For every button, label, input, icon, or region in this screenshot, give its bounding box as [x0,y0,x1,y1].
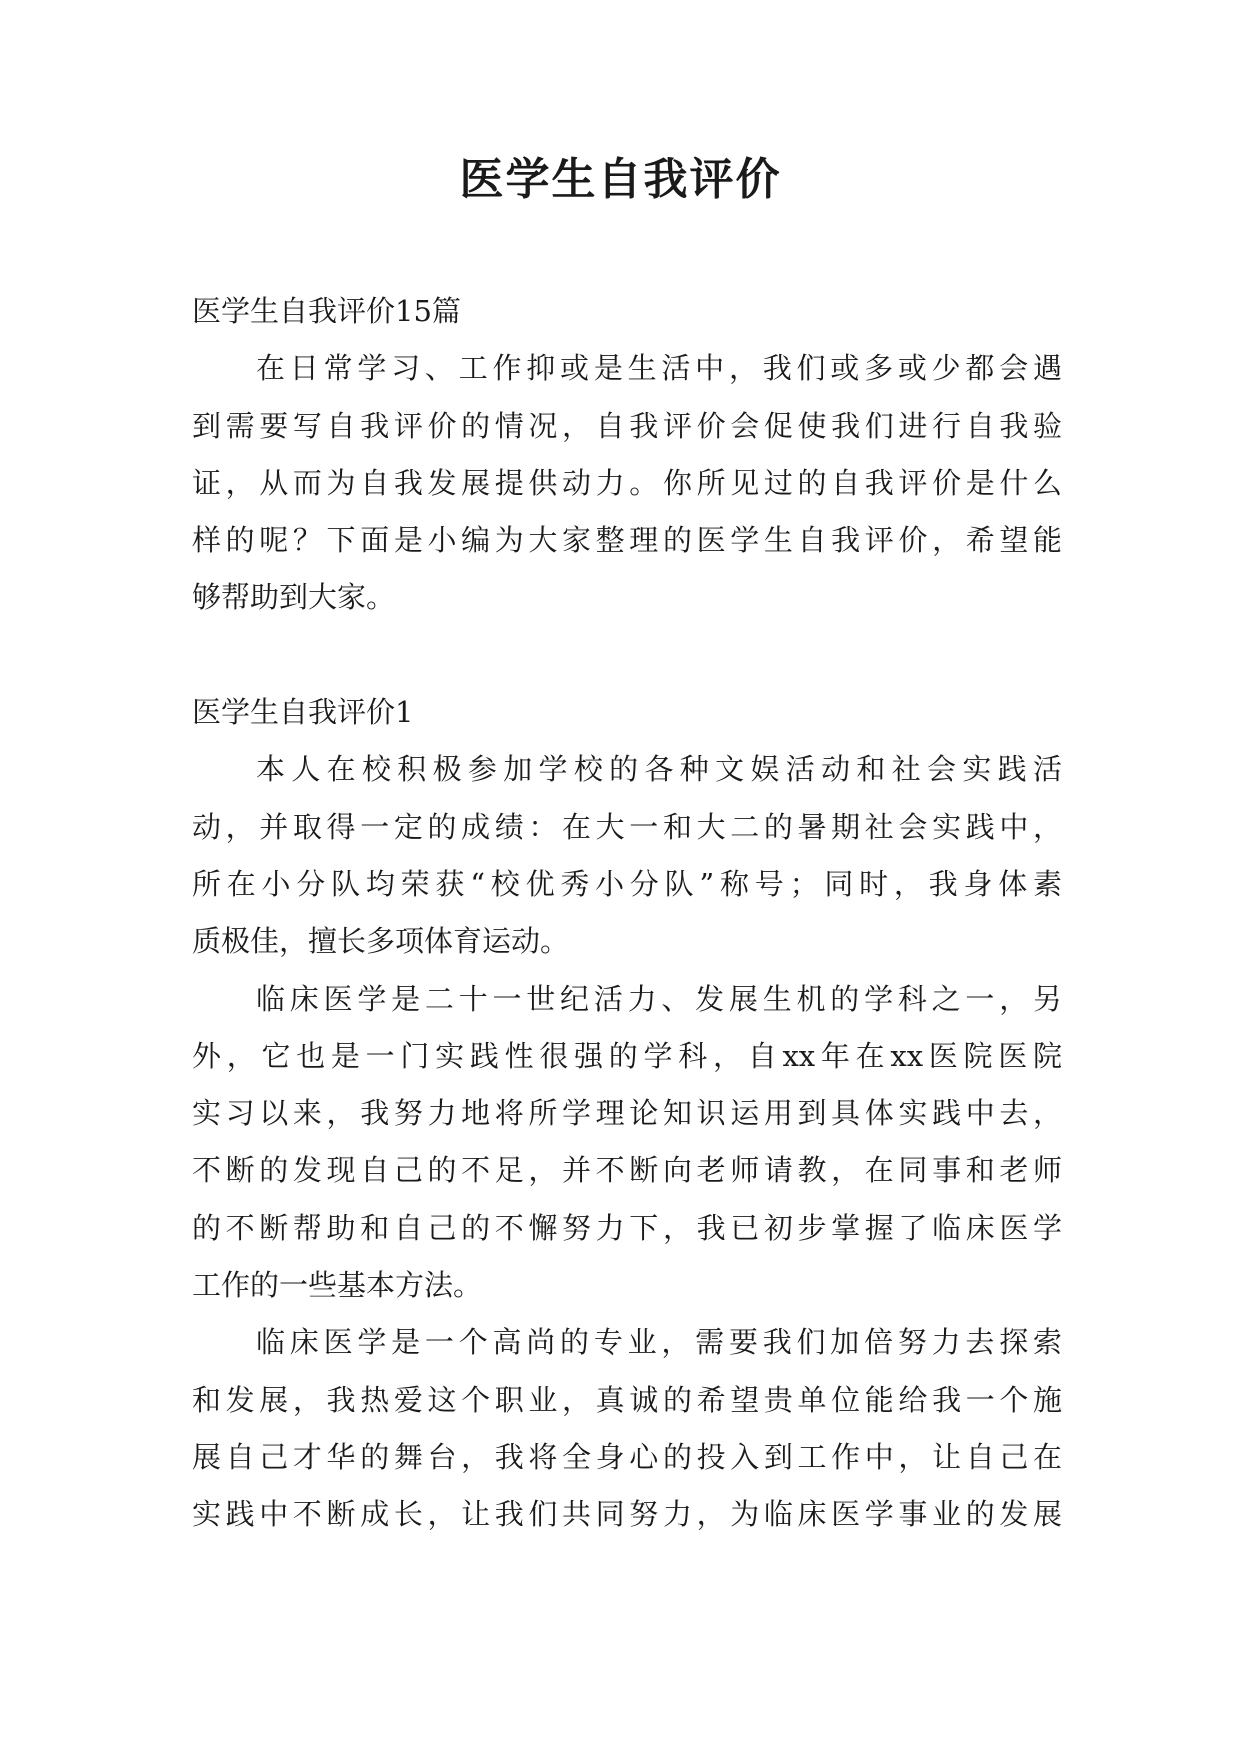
paragraph-line: 质极佳，擅长多项体育运动。 [192,924,570,959]
paragraph-line: 样的呢？下面是小编为大家整理的医学生自我评价，希望能 [192,523,1062,558]
paragraph-line: 不断的发现自己的不足，并不断向老师请教，在同事和老师 [192,1153,1062,1188]
section-spacer [192,627,1062,684]
paragraph-line: 所在小分队均荣获“校优秀小分队”称号；同时，我身体素 [192,866,1062,901]
paragraph-line: 到需要写自我评价的情况，自我评价会促使我们进行自我验 [192,408,1062,443]
paragraph-line: 证，从而为自我发展提供动力。你所见过的自我评价是什么 [192,465,1062,500]
paragraph-line: 实习以来，我努力地将所学理论知识运用到具体实践中去， [192,1096,1062,1131]
paragraph-line: 在日常学习、工作抑或是生活中，我们或多或少都会遇 [256,351,1062,386]
document-body [192,283,1062,1544]
intro-paragraph [192,340,1062,626]
section1-paragraph [192,971,1062,1315]
paragraph-line: 展自己才华的舞台，我将全身心的投入到工作中，让自己在 [192,1439,1062,1474]
paragraph-line: 工作的一些基本方法。 [192,1268,483,1303]
paragraph-line: 本人在校积极参加学校的各种文娱活动和社会实践活 [256,752,1062,787]
document-title: 医学生自我评价 [459,154,782,205]
paragraph-line: 的不断帮助和自己的不懈努力下，我已初步掌握了临床医学 [192,1210,1062,1245]
intro-heading: 医学生自我评价15篇 [192,294,461,328]
paragraph-line: 实践中不断成长，让我们共同努力，为临床医学事业的发展 [192,1497,1062,1532]
section1-paragraph [192,741,1062,970]
section1-heading: 医学生自我评价1 [192,695,414,730]
section1-paragraph [192,1314,1062,1543]
paragraph-line: 临床医学是一个高尚的专业，需要我们加倍努力去探索 [256,1325,1062,1360]
paragraph-line: 外，它也是一门实践性很强的学科，自xx年在xx医院医院 [192,1038,1062,1073]
paragraph-line: 动，并取得一定的成绩：在大一和大二的暑期社会实践中， [192,809,1062,844]
paragraph-line: 和发展，我热爱这个职业，真诚的希望贵单位能给我一个施 [192,1382,1062,1417]
paragraph-line: 临床医学是二十一世纪活力、发展生机的学科之一，另 [256,981,1062,1016]
paragraph-line: 够帮助到大家。 [192,580,396,615]
